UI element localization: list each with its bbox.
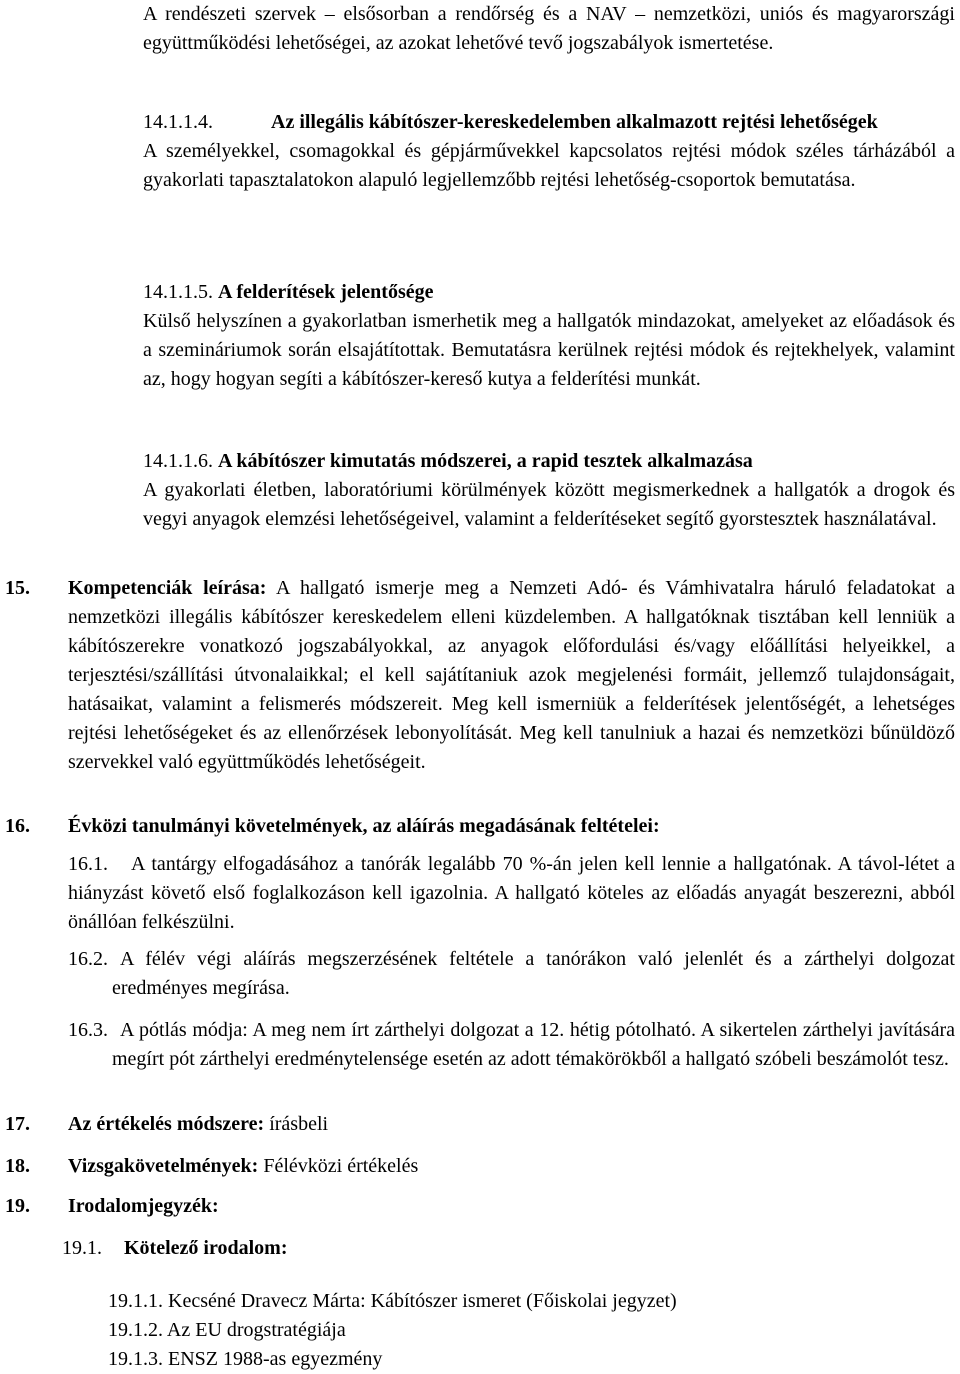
- section-number-16: 16.: [5, 815, 30, 837]
- section-heading: [143, 108, 955, 137]
- section-19: [68, 1192, 955, 1221]
- section-14-1-1-5: [143, 278, 955, 394]
- sub-number: 19.1.: [62, 1237, 102, 1259]
- section-body: A személyekkel, csomagokkal és gépjárművekkel kapcsolatos rejtési módok széles tárházából a gyakorlati tapasztalatokon alapuló legjellemzőbb rejtési lehetőség-csoportok bemutatása.: [143, 140, 955, 191]
- section-heading: [143, 447, 955, 476]
- sub-label: Kötelező irodalom:: [124, 1237, 288, 1259]
- section-text: A hallgató ismerje meg a Nemzeti Adó- és Vámhivatalra háruló feladatokat a nemzetközi illegális kábítószer kereskedelem elleni küzdelemben. A hallgatóknak tisztában kell lenniük a kábítószerekre vonatkozó jogszabályokkal, az anyagok előfordulási és/vagy előállítási helyeikkel, a terjesztési/szállítási útvonalaikkal; el kell sajátítaniuk azok megjelenési formáit, jellemző tulajdonságait, hatásaikat, valamint a felismerés módszereit. Meg kell ismerniük a felderítések jelentőségét, a lehetséges rejtési lehetőségeket és az ellenőrzések lebonyolítását. Meg kell tanulniuk a hazai és nemzetközi bűnüldöző szervekkel való együttműködés lehetőségeit.: [68, 577, 955, 773]
- item-text: A pótlás módja: A meg nem írt zárthelyi dolgozat a 12. hétig pótolható. A sikertelen zárthelyi javítására megírt pót zárthelyi eredménytelensége esetén az adott témakörökből a hallgató szóbeli beszámolót tesz.: [112, 1019, 955, 1070]
- item-text: A félév végi aláírás megszerzésének feltétele a tanórákon való jelenlét és a zárthelyi dolgozat eredményes megírása.: [112, 948, 955, 999]
- section-label: Irodalomjegyzék:: [68, 1195, 219, 1217]
- section-body: Külső helyszínen a gyakorlatban ismerhetik meg a hallgatók mindazokat, amelyeket az előadások és a szemináriumok során elsajátítottak. Bemutatásra kerülnek rejtési módok és rejtekhelyek, valamint az, hogy hogyan segíti a kábítószer-kereső kutya a felderítési munkát.: [143, 310, 955, 390]
- section-value: írásbeli: [264, 1113, 329, 1135]
- section-number-17: 17.: [5, 1113, 30, 1135]
- section-title: Évközi tanulmányi követelmények, az aláírás megadásának feltételei:: [68, 815, 660, 837]
- section-14-1-1-4: [143, 108, 955, 195]
- intro-text: A rendészeti szervek – elsősorban a rendőrség és a NAV – nemzetközi, uniós és magyarországi együttműködési lehetőségei, az azokat lehetővé tevő jogszabályok ismertetése.: [143, 3, 955, 54]
- section-number-18: 18.: [5, 1155, 30, 1177]
- item-number: 16.1.: [68, 853, 108, 875]
- section-number: 14.1.1.4.: [143, 111, 213, 133]
- section-number-15: 15.: [5, 577, 30, 599]
- item-number: 16.3.: [68, 1019, 108, 1041]
- section-number: 14.1.1.6.: [143, 450, 213, 472]
- section-value: Félévközi értékelés: [258, 1155, 419, 1177]
- reference-item: 19.1.3. ENSZ 1988-as egyezmény: [108, 1348, 383, 1370]
- section-number-19: 19.: [5, 1195, 30, 1217]
- item-16-2: [68, 945, 955, 1003]
- item-number: 16.2.: [68, 948, 108, 970]
- section-16-title: [68, 812, 955, 841]
- section-title: Az illegális kábítószer-kereskedelemben alkalmazott rejtési lehetőségek: [271, 111, 878, 133]
- reference-list: [108, 1287, 948, 1374]
- section-label: Kompetenciák leírása:: [68, 577, 267, 599]
- intro-paragraph: [143, 0, 955, 58]
- section-title: A felderítések jelentősége: [218, 281, 434, 303]
- section-title: A kábítószer kimutatás módszerei, a rapid tesztek alkalmazása: [218, 450, 753, 472]
- section-15: [68, 574, 955, 777]
- section-17: [68, 1110, 955, 1139]
- section-18: [68, 1152, 955, 1181]
- section-heading: [143, 278, 955, 307]
- item-16-3: [68, 1016, 955, 1074]
- reference-item: 19.1.2. Az EU drogstratégiája: [108, 1319, 346, 1341]
- section-number: 14.1.1.5.: [143, 281, 213, 303]
- section-19-1: [62, 1234, 942, 1263]
- section-body: [68, 574, 955, 777]
- section-14-1-1-6: [143, 447, 955, 534]
- section-label: Az értékelés módszere:: [68, 1113, 265, 1135]
- section-body: A gyakorlati életben, laboratóriumi körülmények között megismerkednek a hallgatók a drogok és vegyi anyagok elemzési lehetőségeivel, valamint a felderítéseket segítő gyorstesztek használatával.: [143, 479, 955, 530]
- item-16-1: [68, 850, 955, 937]
- section-label: Vizsgakövetelmények:: [68, 1155, 259, 1177]
- reference-item: 19.1.1. Kecséné Dravecz Márta: Kábítószer ismeret (Főiskolai jegyzet): [108, 1290, 677, 1312]
- item-text: A tantárgy elfogadásához a tanórák legalább 70 %-án jelen kell lennie a hallgatónak. A távol-létet a hiányzást követő első foglalkozáson kell igazolnia. A hallgató köteles az előadás anyagát beszerezni, abból önállóan felkészülni.: [68, 853, 955, 933]
